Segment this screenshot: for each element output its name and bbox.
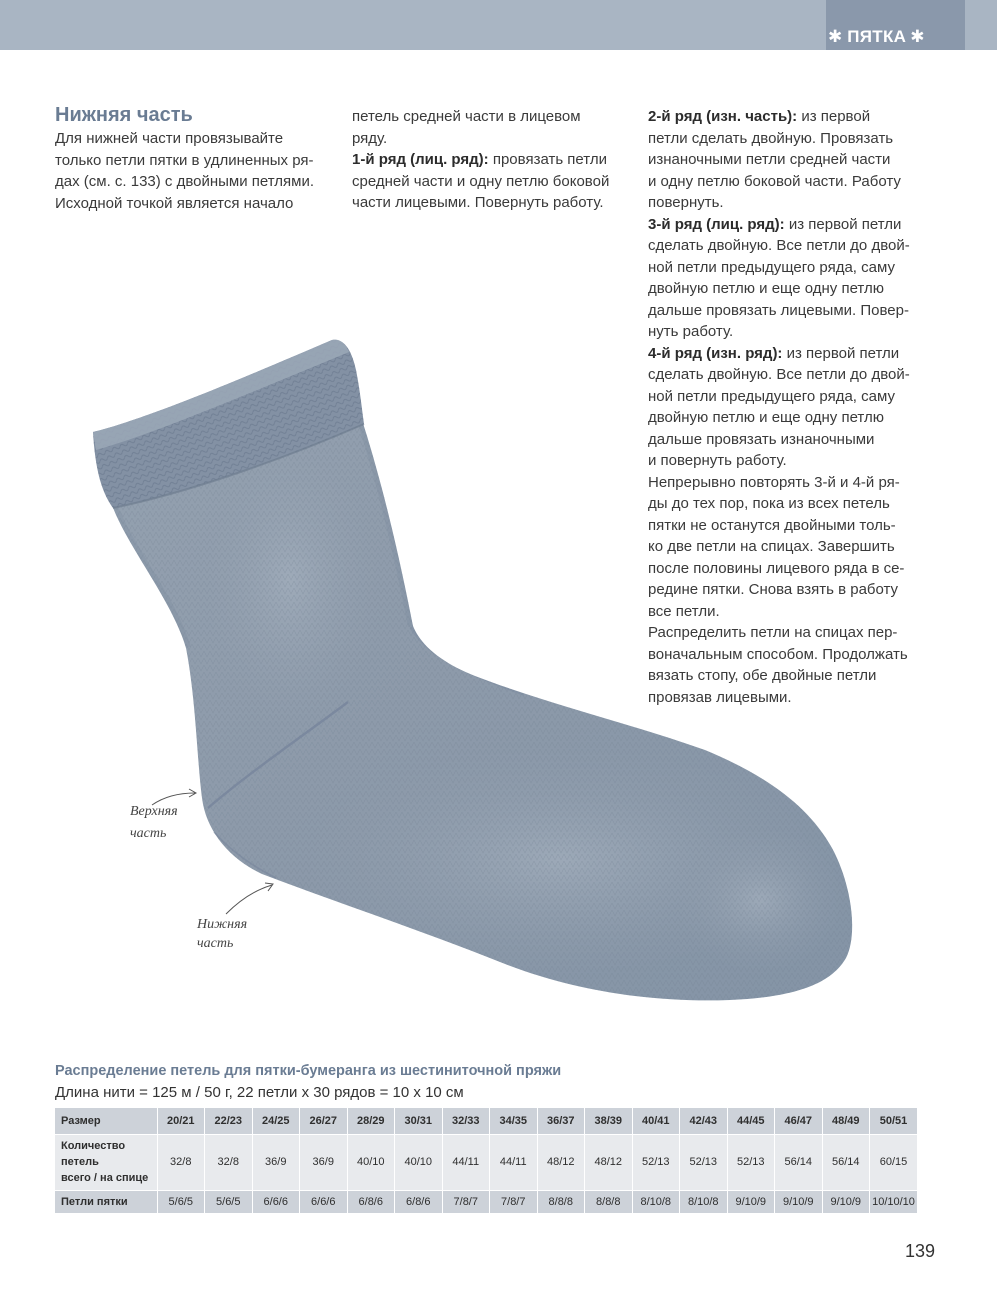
repeat-paragraph: Непрерывно повторять 3-й и 4-й ря- ды до тех пор, пока из всех петель пятки не останутся двойными толь- ко две петли на спицах. Завершить после половины лицевого ряда в се- редине пятки. Снова взять в работу все петли. (648, 473, 905, 620)
total-stitches-cell: 52/13 (680, 1134, 728, 1190)
heel-stitches-cell: 6/8/6 (395, 1190, 443, 1213)
row-1-label: 1-й ряд (лиц. ряд): (352, 151, 489, 168)
lower-part-label: Нижняя часть (197, 917, 248, 951)
section-tab (826, 0, 965, 50)
size-cell: 42/43 (680, 1108, 728, 1134)
table-subtitle: Длина нити = 125 м / 50 г, 22 петли х 30 рядов = 10 х 10 см (55, 1084, 464, 1101)
heel-stitches-cell: 8/10/8 (632, 1190, 680, 1213)
size-cell: 40/41 (632, 1108, 680, 1134)
heel-stitches-cell: 8/8/8 (585, 1190, 633, 1213)
total-stitches-cell: 40/10 (347, 1134, 395, 1190)
total-stitches-cell: 44/11 (490, 1134, 538, 1190)
total-stitches-cell: 56/14 (775, 1134, 823, 1190)
heel-stitches-cell: 9/10/9 (727, 1190, 775, 1213)
table-title: Распределение петель для пятки-бумеранга из шестиниточной пряжи (55, 1063, 562, 1079)
total-stitches-cell: 36/9 (252, 1134, 300, 1190)
text-column-1 (55, 128, 314, 214)
heel-stitches-cell: 9/10/9 (822, 1190, 870, 1213)
total-stitches-cell: 40/10 (395, 1134, 443, 1190)
total-stitches-cell: 36/9 (300, 1134, 348, 1190)
heel-stitches-cell: 8/8/8 (537, 1190, 585, 1213)
total-stitches-cell: 32/8 (205, 1134, 253, 1190)
row-3-text: из первой петли сделать двойную. Все петли до двой- ной петли предыдущего ряда, саму двойную петлю и еще одну петлю дальше провязать лицевыми. Повер- нуть работу. (648, 215, 910, 340)
heel-stitches-cell: 7/8/7 (490, 1190, 538, 1213)
row-1-text: провязать петли средней части и одну петлю боковой части лицевыми. Повернуть работу. (352, 151, 610, 211)
heel-stitches-cell: 6/8/6 (347, 1190, 395, 1213)
heel-stitches-cell: 6/6/6 (252, 1190, 300, 1213)
total-stitches-row-label: Количество петель всего / на спице (55, 1134, 157, 1190)
size-cell: 34/35 (490, 1108, 538, 1134)
total-stitches-cell: 52/13 (727, 1134, 775, 1190)
heel-stitches-cell: 10/10/10 (870, 1190, 918, 1213)
size-cell: 44/45 (727, 1108, 775, 1134)
size-cell: 28/29 (347, 1108, 395, 1134)
total-stitches-cell: 48/12 (537, 1134, 585, 1190)
heel-stitches-cell: 6/6/6 (300, 1190, 348, 1213)
size-cell: 48/49 (822, 1108, 870, 1134)
total-stitches-cell: 32/8 (157, 1134, 205, 1190)
intro-paragraph-continued: петель средней части в лицевом ряду. (352, 108, 581, 147)
size-cell: 26/27 (300, 1108, 348, 1134)
row-4-text: из первой петли сделать двойную. Все петли до двой- ной петли предыдущего ряда, саму двойную петлю и еще одну петлю дальше провязать изнаночными и повернуть работу. (648, 344, 910, 469)
section-tab-label: ПЯТКА (847, 27, 907, 46)
size-cell: 22/23 (205, 1108, 253, 1134)
size-cell: 32/33 (442, 1108, 490, 1134)
heel-stitches-cell: 5/6/5 (205, 1190, 253, 1213)
heel-stitches-cell: 5/6/5 (157, 1190, 205, 1213)
star-icon: ✱ (910, 27, 925, 47)
size-row-label: Размер (55, 1108, 157, 1134)
row-1-instruction (352, 149, 609, 214)
row-2-instruction (648, 106, 910, 214)
intro-paragraph: Для нижней части провязывайте только петли пятки в удлиненных ря- дах (см. с. 133) с двойными петлями. Исходной точкой является начало (55, 130, 315, 212)
row-4-label: 4-й ряд (изн. ряд): (648, 344, 783, 362)
lower-part-arrow (226, 885, 272, 914)
total-stitches-cell: 52/13 (632, 1134, 680, 1190)
size-cell: 30/31 (395, 1108, 443, 1134)
row-3-label: 3-й ряд (лиц. ряд): (648, 215, 785, 233)
page-number: 139 (905, 1241, 936, 1261)
total-stitches-row (55, 1134, 917, 1190)
size-cell: 20/21 (157, 1108, 205, 1134)
row-2-label: 2-й ряд (изн. часть): (648, 108, 798, 125)
size-cell: 24/25 (252, 1108, 300, 1134)
star-icon: ✱ (828, 27, 843, 47)
heel-stitches-cell: 7/8/7 (442, 1190, 490, 1213)
total-stitches-cell: 56/14 (822, 1134, 870, 1190)
size-cell: 50/51 (870, 1108, 918, 1134)
heel-stitches-row-label: Петли пятки (61, 1195, 128, 1208)
section-heading: Нижняя часть (55, 104, 193, 126)
total-stitches-cell: 60/15 (870, 1134, 918, 1190)
heel-stitch-table (55, 1108, 917, 1213)
size-row (55, 1108, 917, 1134)
size-cell: 46/47 (775, 1108, 823, 1134)
size-cell: 36/37 (537, 1108, 585, 1134)
distribute-paragraph: Распределить петли на спицах пер- воначальным способом. Продолжать вязать стопу, обе двойные петли провязав лицевыми. (648, 624, 908, 706)
size-cell: 38/39 (585, 1108, 633, 1134)
total-stitches-cell: 48/12 (585, 1134, 633, 1190)
heel-stitches-row (55, 1190, 917, 1213)
heel-stitches-cell: 8/10/8 (680, 1190, 728, 1213)
text-column-2 (352, 106, 609, 214)
upper-part-label: Верхняя часть (130, 804, 178, 841)
heel-stitches-cell: 9/10/9 (775, 1190, 823, 1213)
row-2-text: из первой петли сделать двойную. Провязать изнаночными петли средней части и одну петлю боковой части. Работу повернуть. (648, 108, 901, 211)
total-stitches-cell: 44/11 (442, 1134, 490, 1190)
